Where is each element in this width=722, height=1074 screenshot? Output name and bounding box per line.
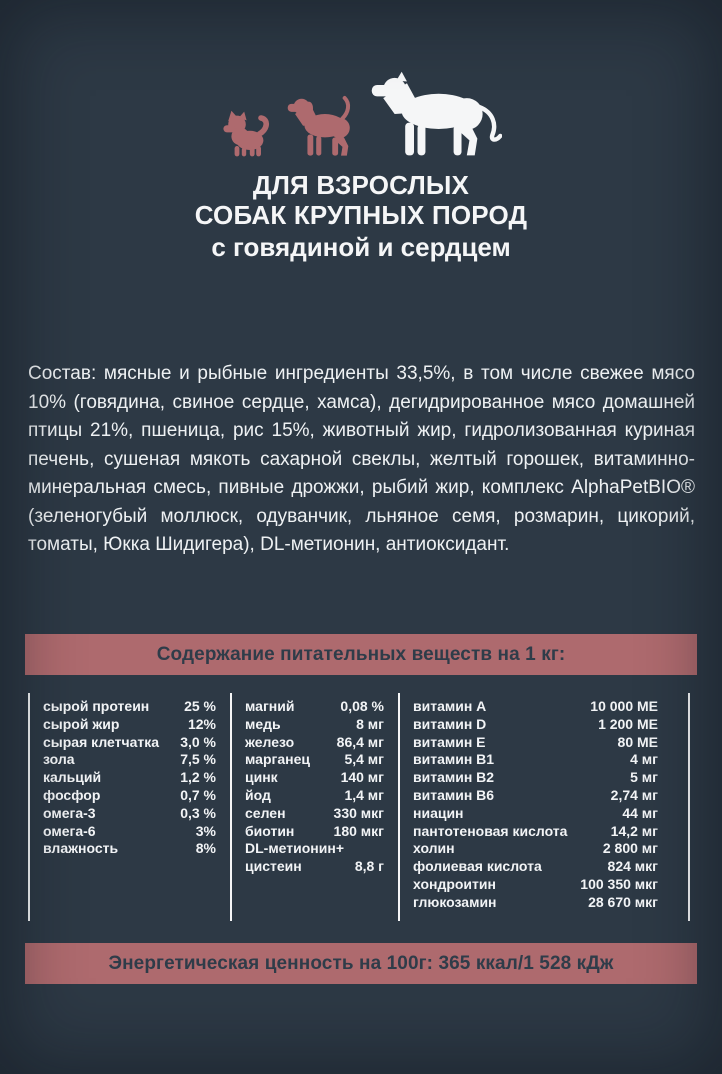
nutrients-column-vitamins (400, 693, 690, 921)
nutrient-value: 180 мкг (333, 822, 384, 839)
nutrient-value: 0,08 % (340, 698, 384, 714)
nutrient-label: сырая клетчатка (43, 733, 160, 750)
nutrient-label: витамин B1 (413, 751, 495, 768)
nutrient-label: биотин (245, 822, 295, 839)
nutrient-label: кальций (43, 769, 102, 786)
small-dog-icon (221, 110, 277, 158)
nutrient-value: 3,0 % (180, 733, 216, 750)
nutrient-value: 2,74 мг (610, 786, 658, 803)
table-row (413, 751, 658, 769)
table-row (245, 787, 384, 805)
table-row (245, 734, 384, 752)
nutrient-label: магний (245, 698, 295, 714)
dog-size-icons (0, 0, 722, 158)
nutrient-label: витамин B6 (413, 786, 495, 803)
table-row (43, 805, 216, 823)
nutrient-label: селен (245, 804, 286, 821)
nutrient-label: зола (43, 751, 75, 768)
nutrient-label: железо (245, 733, 295, 750)
table-row (413, 823, 658, 841)
nutrient-label: витамин B2 (413, 769, 495, 786)
nutrients-table (28, 693, 690, 921)
nutrient-value: 8 мг (356, 715, 384, 732)
table-row (413, 787, 658, 805)
nutrient-label: йод (245, 786, 271, 803)
nutrient-value: 100 350 мкг (580, 875, 658, 892)
nutrient-label: сырой протеин (43, 698, 150, 714)
table-row (245, 823, 384, 841)
product-title (0, 170, 722, 230)
energy-value-bar (25, 943, 697, 984)
nutrient-value: 10 000 МЕ (590, 698, 658, 714)
nutrient-label: витамин E (413, 733, 486, 750)
nutrient-value: 8% (195, 840, 216, 857)
nutrient-value: 4 мг (630, 751, 658, 768)
nutrient-label: омега-6 (43, 822, 96, 839)
composition-text: Состав: мясные и рыбные ингредиенты 33,5%, в том числе свежее мясо 10% (говядина, свиное сердце, хамса), дегидрированное мясо домашней птицы 21%, пшеница, рис 15%, животный жир, гидролизованная куриная печень, сушеная мякоть сахарной свеклы, желтый горошек, витаминно-минеральная смесь, пивные дрожжи, рыбий жир, комплекс AlphaPetBIO® (зеленогубый моллюск, одуванчик, льняное семя, розмарин, цикорий, томаты, Юкка Шидигера), DL-метионин, антиоксидант. (28, 363, 695, 555)
nutrient-label: медь (245, 715, 281, 732)
product-flavor-subtitle: с говядиной и сердцем (211, 232, 511, 262)
nutrient-label: цинк (245, 769, 278, 786)
nutrient-value: 3% (195, 822, 216, 839)
table-row (43, 769, 216, 787)
table-row (413, 698, 658, 716)
table-row (245, 751, 384, 769)
table-row (413, 716, 658, 734)
title-line-2: СОБАК КРУПНЫХ ПОРОД (194, 200, 528, 230)
nutrient-value: 5,4 мг (344, 751, 384, 768)
table-row (245, 698, 384, 716)
nutrient-value: 1,2 % (180, 769, 216, 786)
nutrient-value: 5 мг (630, 769, 658, 786)
nutrient-value: 86,4 мг (336, 733, 384, 750)
nutrient-value: 824 мкг (607, 858, 658, 875)
table-row (43, 823, 216, 841)
title-line-1: ДЛЯ ВЗРОСЛЫХ (252, 170, 470, 200)
nutrient-label: пантотеновая кислота (413, 822, 568, 839)
table-row (43, 840, 216, 858)
nutrient-label: хондроитин (413, 875, 496, 892)
table-row (413, 805, 658, 823)
nutrient-value: 140 мг (340, 769, 384, 786)
nutrient-label: холин (413, 840, 455, 857)
energy-value-label: Энергетическая ценность на 100г: 365 ккал/1 528 кДж (108, 952, 614, 974)
nutrient-value: 1 200 МЕ (598, 715, 658, 732)
nutrient-value: 25 % (184, 698, 216, 714)
nutrient-label: глюкозамин (413, 893, 497, 910)
nutrient-label: фосфор (43, 786, 101, 803)
table-row (413, 858, 658, 876)
table-row (413, 894, 658, 912)
nutrient-value: 8,8 г (354, 858, 384, 875)
table-row (413, 876, 658, 894)
nutrient-value: 44 мг (622, 804, 658, 821)
table-row (245, 858, 384, 876)
table-row (245, 716, 384, 734)
nutrient-value: 1,4 мг (344, 786, 384, 803)
nutrient-label: цистеин (245, 858, 302, 875)
nutrient-label: витамин D (413, 715, 487, 732)
nutrients-header-label: Содержание питательных веществ на 1 кг: (156, 643, 566, 665)
table-row (43, 716, 216, 734)
nutrient-value: 7,5 % (180, 751, 216, 768)
nutrients-header-bar (25, 634, 697, 675)
table-row (413, 734, 658, 752)
table-row (43, 734, 216, 752)
nutrient-label: омега-3 (43, 804, 96, 821)
table-row (245, 769, 384, 787)
nutrient-value: 80 МЕ (617, 733, 658, 750)
nutrient-label: фолиевая кислота (413, 858, 542, 875)
nutrients-column-analysis (30, 693, 232, 921)
nutrient-value: 28 670 мкг (588, 893, 658, 910)
nutrient-value: 330 мкг (333, 804, 384, 821)
nutrient-label: DL-метионин+ (245, 840, 344, 857)
table-row (413, 840, 658, 858)
table-row (43, 751, 216, 769)
table-row (413, 769, 658, 787)
nutrient-label: ниацин (413, 804, 464, 821)
nutrient-value: 0,7 % (180, 786, 216, 803)
nutrient-value: 2 800 мг (602, 840, 658, 857)
nutrient-label: сырой жир (43, 715, 120, 732)
nutrients-column-minerals (232, 693, 400, 921)
table-row (245, 840, 384, 858)
table-row (245, 805, 384, 823)
nutrient-value: 0,3 % (180, 804, 216, 821)
table-row (43, 787, 216, 805)
nutrient-value: 12% (187, 715, 216, 732)
nutrient-value: 14,2 мг (610, 822, 658, 839)
table-row (43, 698, 216, 716)
nutrient-label: влажность (43, 840, 119, 857)
nutrient-label: марганец (245, 751, 310, 768)
large-dog-icon (370, 70, 502, 158)
nutrient-label: витамин A (413, 698, 487, 714)
medium-dog-icon (287, 92, 360, 158)
